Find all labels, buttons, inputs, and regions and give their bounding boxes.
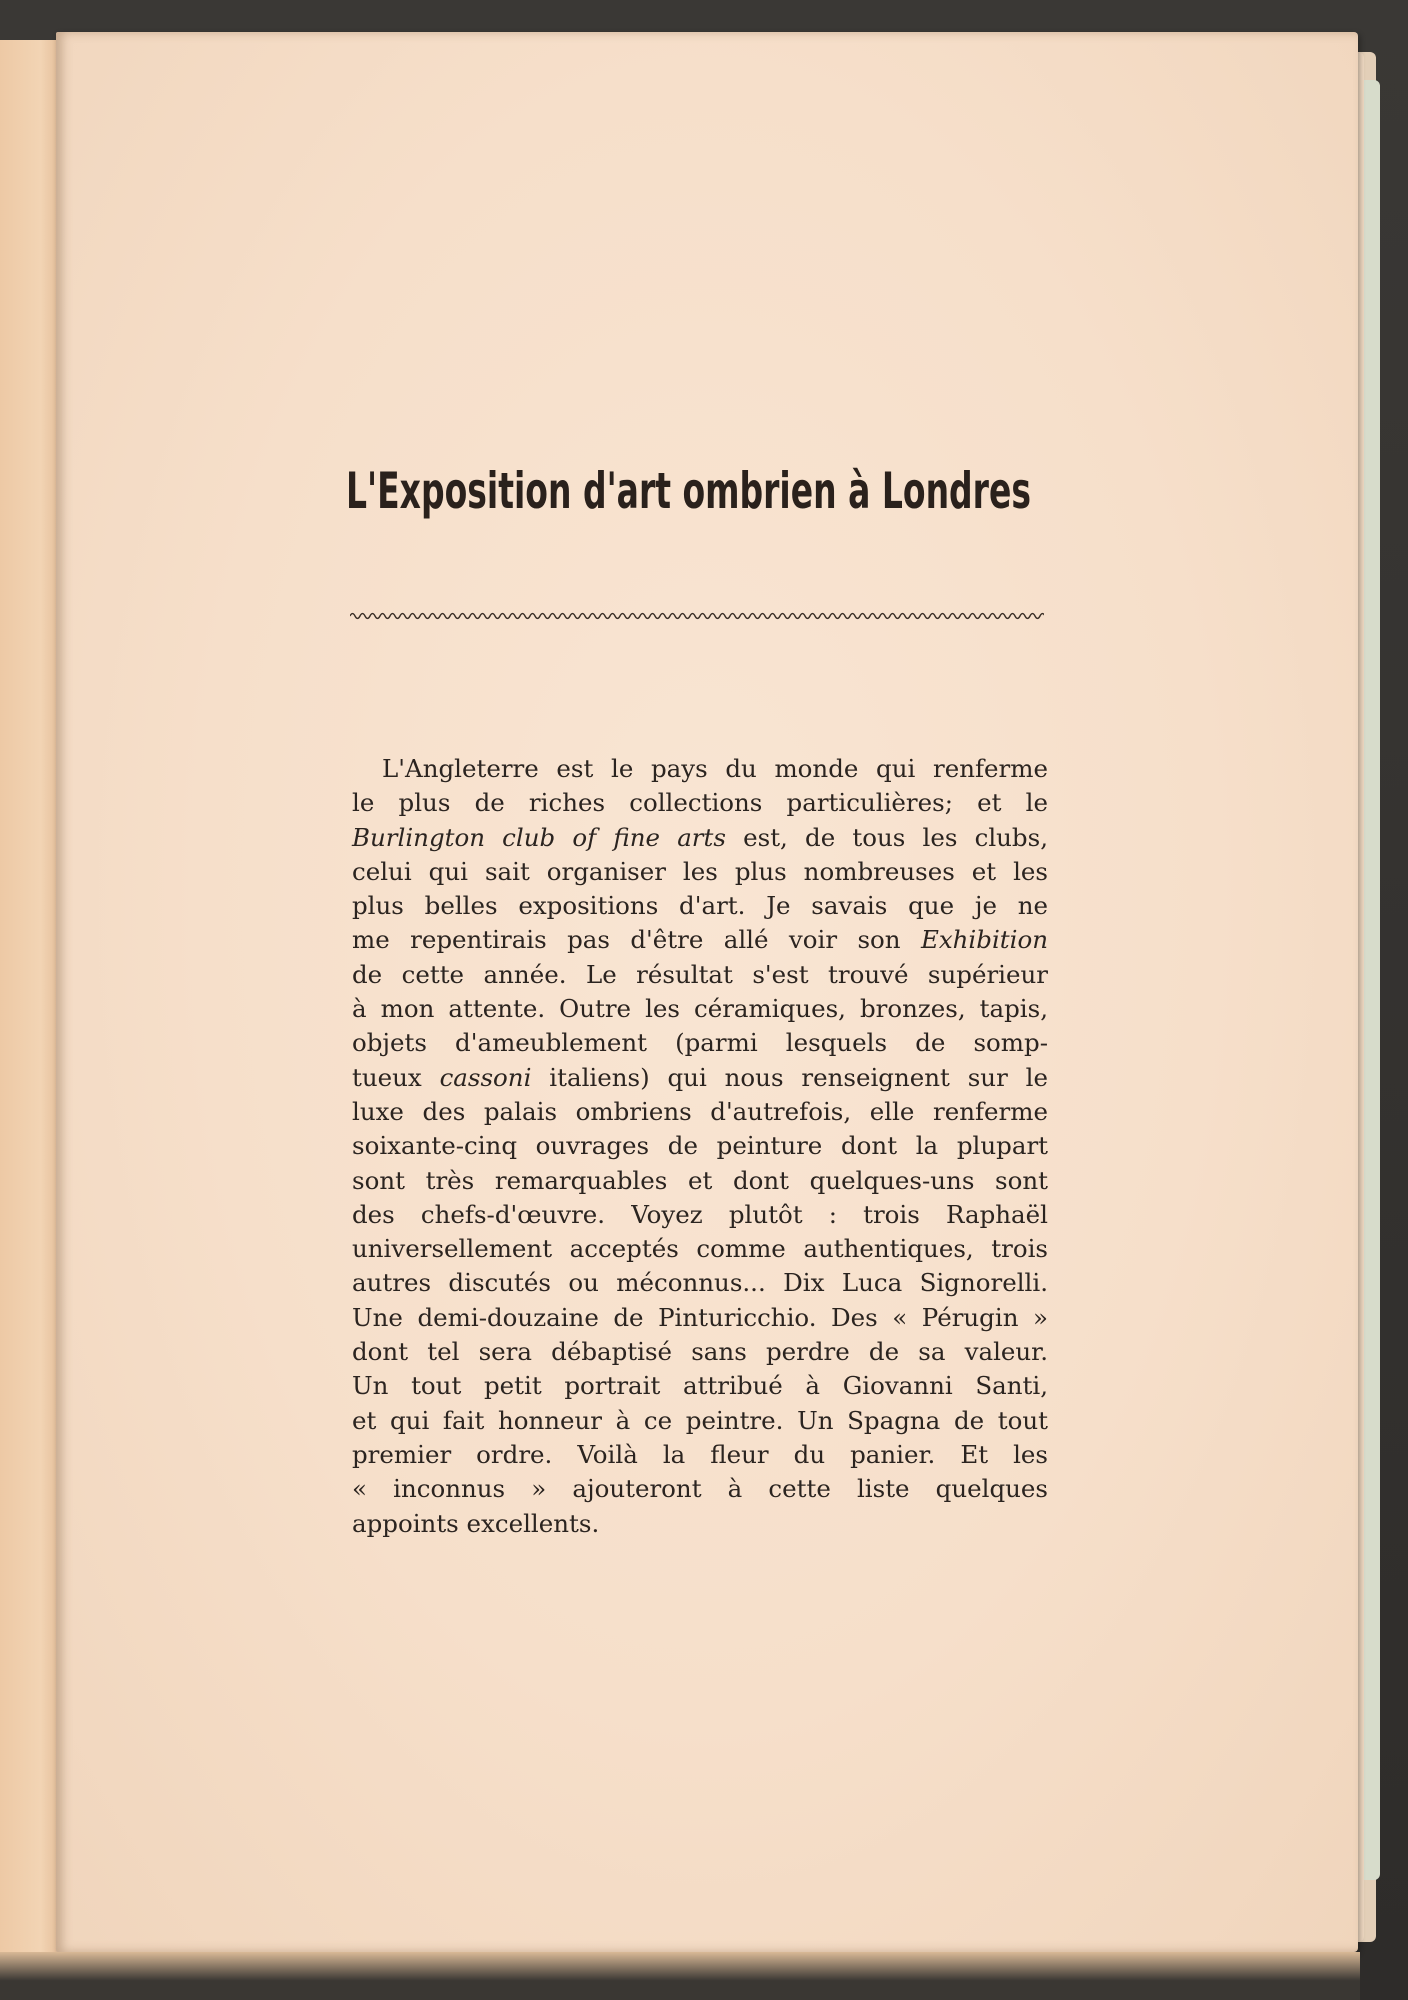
text-run: des chefs-d'œuvre. Voyez plutôt : trois Raphaël [352,1199,1048,1229]
text-run: de cette année. Le résultat s'est trouvé supérieur [352,959,1048,989]
text-line [352,1301,1048,1335]
text-line [352,1129,1048,1163]
text-run: me repentirais pas d'être allé voir son [352,925,921,955]
page-stack-edge-green [1362,80,1380,1880]
text-run: soixante-cinq ouvrages de peinture dont la plupart [352,1131,1048,1161]
text-run: dont tel sera débaptisé sans perdre de sa valeur. [352,1337,1048,1367]
text-line [352,1266,1048,1300]
text-run: celui qui sait organiser les plus nombreuses et les [352,856,1048,886]
text-run: tueux [352,1062,440,1092]
text-line [352,1335,1048,1369]
text-run: L'Angleterre est le pays du monde qui renferme [382,754,1048,783]
text-line [352,1404,1048,1438]
text-line [352,1438,1048,1472]
text-line [352,1369,1048,1403]
text-run: à mon attente. Outre les céramiques, bronzes, tapis, [352,994,1048,1024]
text-line [352,1061,1048,1095]
text-run: le plus de riches collections particulières; et le [352,788,1048,818]
text-line [352,1507,1048,1541]
text-line [352,1095,1048,1129]
text-run: est, de tous les clubs, [725,822,1048,852]
previous-page-edge [0,40,60,1970]
text-line [352,786,1048,820]
text-run: luxe des palais ombriens d'autrefois, elle renferme [352,1096,1048,1126]
text-line [352,923,1048,957]
text-line [352,1472,1048,1506]
book-bottom-edge [0,1952,1360,2000]
text-run: appoints excellents. [352,1508,600,1538]
text-run: « inconnus » ajouteront à cette liste quelques [352,1474,1048,1504]
wavy-divider [350,610,1044,622]
text-line [352,992,1048,1026]
text-line [352,1026,1048,1060]
italic-text: cassoni [439,1062,532,1092]
book-page [56,32,1358,1952]
text-run: italiens) qui nous renseignent sur le [531,1062,1048,1092]
text-line [352,752,1048,786]
text-line [352,855,1048,889]
text-line [352,889,1048,923]
text-run: Un tout petit portrait attribué à Giovanni Santi, [352,1371,1048,1401]
text-line [352,1198,1048,1232]
text-line [352,1164,1048,1198]
text-run: et qui fait honneur à ce peintre. Un Spagna de tout [352,1405,1048,1435]
text-run: autres discutés ou méconnus... Dix Luca Signorelli. [352,1268,1048,1298]
text-run: sont très remarquables et dont quelques-uns sont [352,1165,1048,1195]
italic-text: Burlington club of fine arts [352,822,726,852]
text-run: objets d'ameublement (parmi lesquels de somp- [352,1028,1048,1058]
article-body [352,752,1048,1541]
text-line [352,821,1048,855]
text-line [352,958,1048,992]
text-run: universellement acceptés comme authentiques, trois [352,1234,1048,1264]
text-line [352,1232,1048,1266]
italic-text: Exhibition [920,925,1048,955]
text-run: Une demi-douzaine de Pinturicchio. Des « Pérugin » [352,1302,1048,1332]
text-run: premier ordre. Voilà la fleur du panier. Et les [352,1439,1048,1469]
article-title: L'Exposition d'art ombrien à Londres [346,462,1031,520]
text-run: plus belles expositions d'art. Je savais que je ne [352,891,1048,921]
